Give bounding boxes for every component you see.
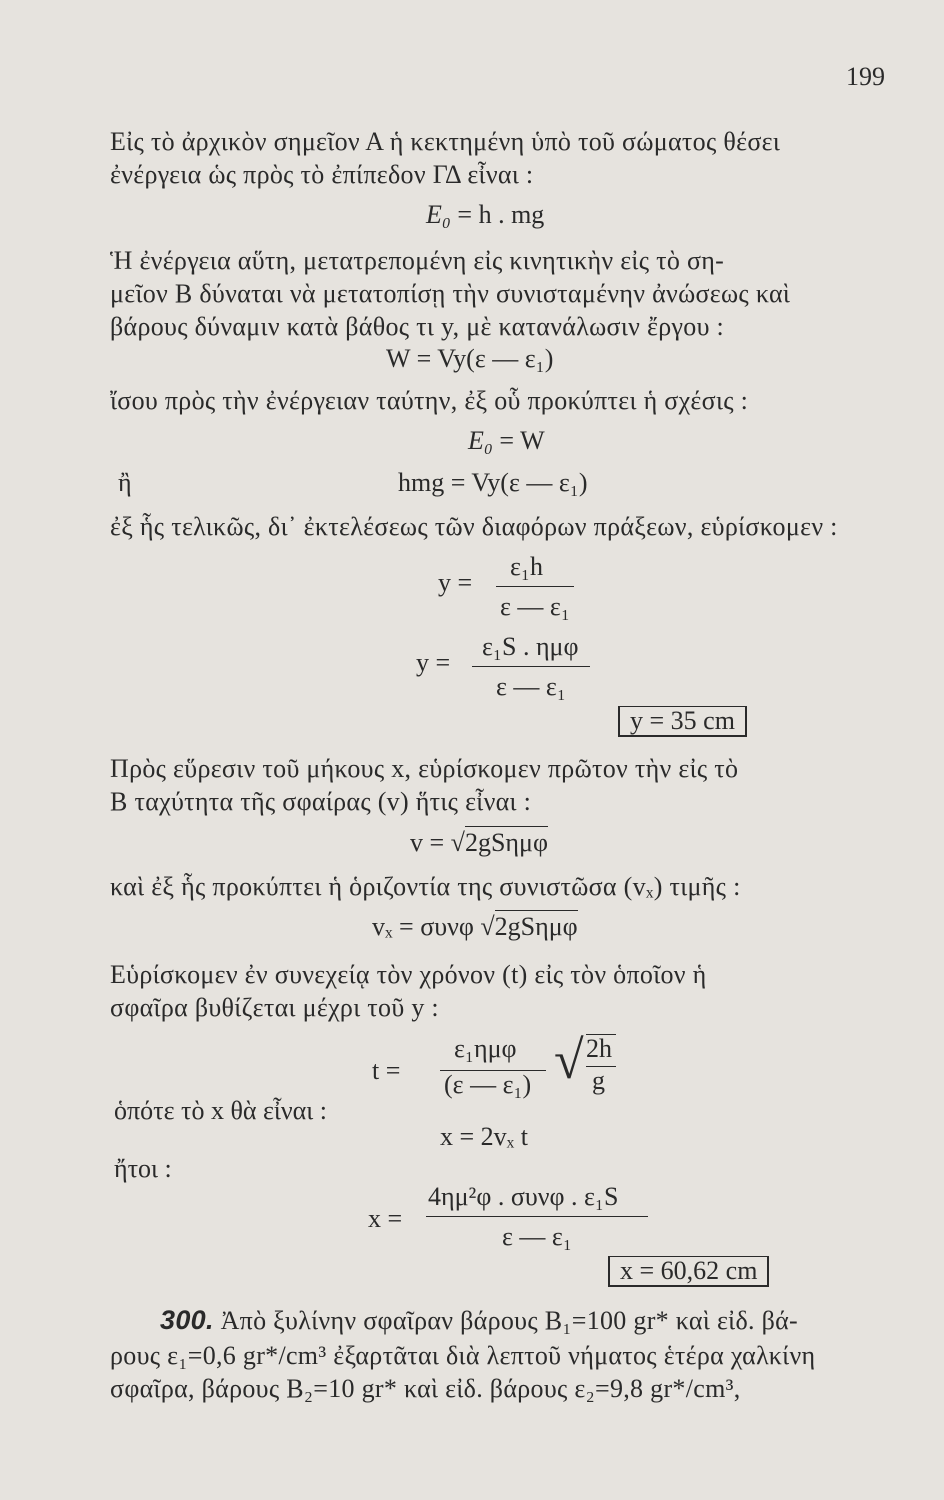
text-line: ἴσου πρὸς τὴν ἐνέργειαν ταύτην, ἐξ οὗ προκύπτει ἡ σχέσις :: [110, 386, 749, 415]
fraction-y2-denominator: ε — ε₁: [496, 672, 566, 701]
problem-300: [160, 1304, 896, 1337]
text-line: [160, 1304, 896, 1337]
equation-lhs: v =: [410, 828, 451, 857]
or-label: ἢ: [118, 468, 132, 497]
text-line: σφαῖρα, βάρους Β₂=10 gr* καὶ εἰδ. βάρους ε₂=9,8 gr*/cm³,: [110, 1374, 741, 1403]
equation-vx: [372, 912, 578, 942]
problem-text: Ἀπὸ ξυλίνην σφαῖραν βάρους Β₁=100 gr* καὶ εἰδ. βά-: [220, 1306, 799, 1335]
paragraph-energy-conversion: [110, 244, 896, 343]
equation-lhs: E₀: [468, 426, 493, 455]
label-that-is: ἤτοι :: [114, 1154, 172, 1183]
text-line: βάρους δύναμιν κατὰ βάθος τι y, μὲ κατανάλωσιν ἔργου :: [110, 312, 725, 341]
fraction-x-lhs: x =: [368, 1204, 403, 1233]
fraction-y1-bar: [496, 586, 574, 587]
equation-lhs: E₀: [426, 200, 451, 229]
equation-rhs: = h . mg: [457, 200, 545, 229]
equation-t-denominator: (ε — ε₁): [444, 1070, 532, 1099]
equation-t-sqrt-sign: √: [554, 1030, 584, 1090]
text-line: Εἰς τὸ ἀρχικὸν σημεῖον Α ἡ κεκτημένη ὑπὸ τοῦ σώματος θέσει: [110, 127, 781, 156]
equation-t-lhs: t =: [372, 1056, 401, 1085]
equation-rhs: = W: [499, 426, 545, 455]
sqrt-sign: √: [480, 912, 495, 941]
paragraph-horizontal-component: [110, 870, 896, 903]
equation-hmg: hmg = Vy(ε — ε₁): [398, 468, 588, 497]
fraction-x-bar: [426, 1216, 648, 1217]
text-line: σφαῖρα βυθίζεται μέχρι τοῦ y :: [110, 993, 439, 1022]
equation-x-2vxt: x = 2vₓ t: [440, 1122, 528, 1151]
equation-lhs: vₓ = συνφ: [372, 912, 481, 941]
sqrt-radicand: 2gSημφ: [464, 828, 548, 857]
text-line: ἐνέργεια ὡς πρὸς τὸ ἐπίπεδον ΓΔ εἶναι :: [110, 160, 534, 189]
label-then-x: ὁπότε τὸ x θὰ εἶναι :: [114, 1096, 328, 1125]
equation-velocity: [410, 828, 548, 858]
equation-t-numerator: ε₁ημφ: [454, 1034, 517, 1063]
paragraph-equal-energy: [110, 384, 896, 417]
equation-t-root-numerator: 2h: [586, 1034, 612, 1063]
result-x-box: x = 60,62 cm: [608, 1256, 769, 1287]
fraction-y1-denominator: ε — ε₁: [500, 592, 570, 621]
equation-work: W = Vy(ε — ε₁): [386, 344, 554, 373]
text-line: ρους ε₁=0,6 gr*/cm³ ἐξαρτᾶται διὰ λεπτοῦ νήματος ἑτέρα χαλκίνη: [110, 1341, 816, 1370]
text-line: Εὑρίσκομεν ἐν συνεχείᾳ τὸν χρόνον (t) εἰς τὸν ὁποῖον ἡ: [110, 960, 707, 989]
paragraph-length-x: [110, 752, 896, 818]
sqrt-radicand: 2gSημφ: [494, 912, 578, 941]
problem-300-continued: [110, 1339, 896, 1405]
text-line: Πρὸς εὕρεσιν τοῦ μήκους x, εὑρίσκομεν πρῶτον τὴν εἰς τὸ: [110, 754, 739, 783]
paragraph-time: [110, 958, 896, 1024]
text-line: Ἡ ἐνέργεια αὕτη, μετατρεπομένη εἰς κινητικὴν εἰς τὸ ση-: [110, 246, 725, 275]
problem-number: 300.: [160, 1305, 214, 1335]
equation-e0-w: [468, 426, 545, 456]
fraction-x-numerator: 4ημ²φ . συνφ . ε₁S: [428, 1182, 619, 1211]
fraction-y2-lhs: y =: [416, 648, 451, 677]
sqrt-sign: √: [450, 828, 465, 857]
fraction-y1-numerator: ε₁h: [510, 552, 543, 581]
equation-e0-hmg: [426, 200, 544, 230]
result-y-box: y = 35 cm: [618, 706, 747, 737]
equation-t-root-denominator: g: [592, 1066, 605, 1095]
text-line: Β ταχύτητα τῆς σφαίρας (v) ἥτις εἶναι :: [110, 787, 532, 816]
paragraph-initial-energy: [110, 125, 896, 191]
fraction-y1-lhs: y =: [438, 568, 473, 597]
text-line: μεῖον Β δύναται νὰ μετατοπίσῃ τὴν συνισταμένην ἀνώσεως καὶ: [110, 279, 791, 308]
page-number: 199: [846, 62, 885, 91]
text-line: ἐξ ἧς τελικῶς, δι᾽ ἐκτελέσεως τῶν διαφόρων πράξεων, εὑρίσκομεν :: [110, 512, 838, 541]
paragraph-solving: [110, 510, 896, 543]
text-line: καὶ ἐξ ἧς προκύπτει ἡ ὁριζοντία της συνιστῶσα (vₓ) τιμῆς :: [110, 872, 741, 901]
fraction-y2-bar: [472, 666, 590, 667]
fraction-x-denominator: ε — ε₁: [502, 1222, 572, 1251]
fraction-y2-numerator: ε₁S . ημφ: [482, 632, 579, 661]
